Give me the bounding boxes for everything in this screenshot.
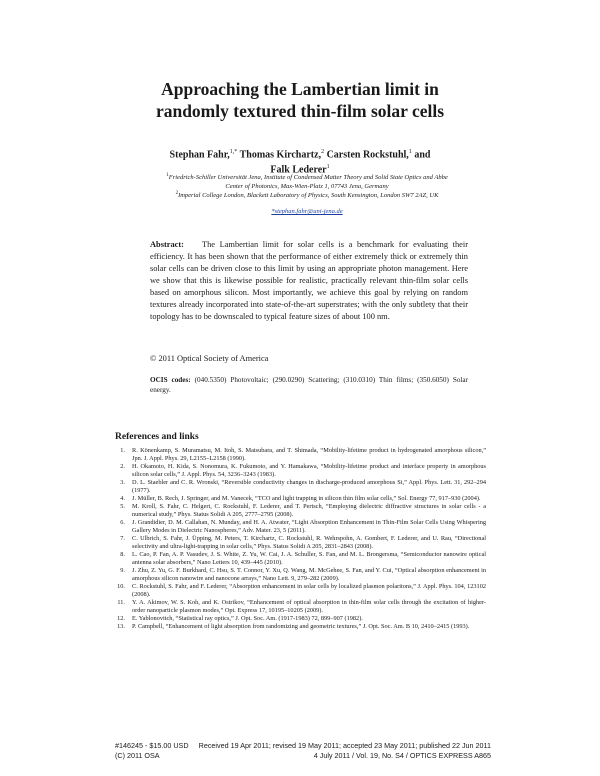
- affiliation-2: [162, 189, 452, 200]
- reference-number: 13.: [117, 623, 125, 630]
- footer-line-1: [115, 741, 491, 750]
- reference-number: 9.: [120, 567, 125, 574]
- reference-item: [116, 495, 486, 503]
- affiliation-mark: 2: [175, 191, 179, 196]
- reference-item: [116, 551, 486, 567]
- reference-number: 6.: [120, 519, 125, 526]
- ocis-codes: [150, 375, 468, 395]
- reference-number: 10.: [117, 583, 125, 590]
- abstract: [150, 239, 468, 323]
- reference-number: 3.: [120, 479, 125, 486]
- ocis-text: (040.5350) Photovoltaic; (290.0290) Scattering; (310.0310) Thin films; (350.6050) Solar energy.: [150, 376, 468, 394]
- reference-text: J. Zhu, Z. Yu, G. F. Burkhard, C. Hsu, S. T. Connor, Y. Xu, Q. Wang, M. McGehee, S. Fan, and Y. Cui, “Optical absorption enhancement in amorphous silicon nanowire and nanocone arrays,” Nano Lett. 9, 279–282 (2009).: [132, 567, 486, 582]
- footer-citation: 4 July 2011 / Vol. 19, No. S4 / OPTICS EXPRESS A865: [313, 751, 491, 760]
- reference-number: 1.: [120, 447, 125, 454]
- reference-text: R. Könenkamp, S. Muramatsu, M. Itoh, S. Matsubara, and T. Shimada, “Mobility-lifetime product in hydrogenated amorphous silicon,” Jpn. J. Appl. Phys. 29, L2155–L2158 (1990).: [132, 447, 486, 462]
- author-affiliation-mark: 1,*: [229, 149, 238, 155]
- footer-copyright: (C) 2011 OSA: [115, 751, 160, 760]
- reference-list: [116, 447, 486, 631]
- paper-title-line-1: Approaching the Lambertian limit in: [161, 79, 439, 99]
- reference-item: [116, 535, 486, 551]
- abstract-text: The Lambertian limit for solar cells is a benchmark for evaluating their efficiency. It has been shown that the performance of either extremely thick or extremely thin solar cells can be driven close to this limit by using an appropriate photon management. Here we show that this is likewise possible for realistic, practically relevant thin-film solar cells based on amorphous silicon. Most importantly, we achieve this goal by relying on random textures already incorporated into state-of-the-art superstrates; with the only subtlety that their topology has to be downscaled to typical feature sizes of about 100 nm.: [150, 240, 468, 321]
- footer-line-2: [115, 751, 491, 760]
- reference-text: C. Ulbrich, S. Fahr, J. Üpping, M. Peters, T. Kirchartz, C. Rockstuhl, R. Wehrspohn, A. Gombert, F. Lederer, and U. Rau, “Directional selectivity and ultra-light-trapping in solar cells,” Phys. Status Solidi A 205, 2831–2843 (2008).: [132, 535, 486, 550]
- reference-item: [116, 479, 486, 495]
- footer-article-price: #146245 - $15.00 USD: [115, 741, 189, 750]
- reference-text: H. Okamoto, H. Kida, S. Nonomura, K. Fukumoto, and Y. Hamakawa, “Mobility-lifetime product and interface property in amorphous silicon solar cells,” J. Appl. Phys. 54, 3236–3243 (1983).: [132, 463, 486, 478]
- corresponding-email-link[interactable]: *stephan.fahr@uni-jena.de: [271, 208, 343, 215]
- paper-title-line-2: randomly textured thin-film solar cells: [155, 101, 445, 121]
- reference-number: 12.: [117, 615, 125, 622]
- reference-item: [116, 519, 486, 535]
- author-affiliation-mark: 2: [321, 149, 325, 155]
- reference-number: 5.: [120, 503, 125, 510]
- reference-number: 7.: [120, 535, 125, 542]
- abstract-label: Abstract:: [150, 240, 184, 249]
- copyright-notice: © 2011 Optical Society of America: [150, 354, 269, 363]
- reference-text: L. Cao, P. Fan, A. P. Vasudev, J. S. White, Z. Yu, W. Cai, J. A. Schuller, S. Fan, and M. L. Brongersma, “Semiconductor nanowire optical antenna solar absorbers,” Nano Letters 10, 439–445 (2010).: [132, 551, 486, 566]
- reference-number: 2.: [120, 463, 125, 470]
- author-name: Carsten Rockstuhl,: [326, 149, 409, 161]
- reference-item: [116, 447, 486, 463]
- reference-item: [116, 615, 486, 623]
- reference-number: 11.: [117, 599, 125, 606]
- reference-number: 8.: [120, 551, 125, 558]
- reference-item: [116, 623, 486, 631]
- reference-item: [116, 567, 486, 583]
- author-name: Falk Lederer: [270, 164, 327, 176]
- footer-dates: Received 19 Apr 2011; revised 19 May 2011; accepted 23 May 2011; published 22 Jun 2011: [198, 741, 491, 750]
- affiliation-text: Imperial College London, Blackett Laboratory of Physics, South Kensington, London SW7 2AZ, UK: [178, 192, 439, 200]
- ocis-label: OCIS codes:: [150, 376, 191, 384]
- reference-item: [116, 503, 486, 519]
- reference-text: E. Yablonovitch, “Statistical ray optics,” J. Opt. Soc. Am. (1917-1983) 72, 899–907 (1982).: [132, 615, 363, 622]
- references-heading: References and links: [115, 432, 199, 442]
- author-conjunction: and: [414, 149, 431, 161]
- paper-title: [100, 78, 500, 122]
- author-affiliation-mark: 1: [326, 164, 330, 171]
- affiliation-text: Friedrich-Schiller Universität Jena, Institute of Condensed Matter Theory and Solid State Optics and Abbe Center of Photonics, Max-Wien-Platz 1, 07743 Jena, Germany: [168, 174, 448, 191]
- reference-text: Y. A. Akimov, W. S. Koh, and K. Ostrikov, “Enhancement of optical absorption in thin-film solar cells through the excitation of higher-order nanoparticle plasmon modes,” Opt. Express 17, 10195–10205 (2009).: [132, 599, 486, 614]
- affiliation-mark: 1: [166, 173, 169, 178]
- reference-item: [116, 599, 486, 615]
- reference-text: J. Müller, B. Rech, J. Springer, and M. Vanecek, “TCO and light trapping in silicon thin film solar cells,” Sol. Energy 77, 917–930 (2004).: [132, 495, 481, 502]
- author-affiliation-mark: 1: [408, 149, 412, 155]
- author-name: Stephan Fahr,: [169, 149, 230, 161]
- author-name: Thomas Kirchartz,: [239, 149, 322, 161]
- reference-text: J. Grandidier, D. M. Callahan, N. Munday, and H. A. Atwater, “Light Absorption Enhancement in Thin-Film Solar Cells Using Whispering Gallery Modes in Dielectric Nanospheres,” Adv. Mater. 23, 5 (2011).: [132, 519, 486, 534]
- reference-number: 4.: [120, 495, 125, 502]
- reference-text: P. Campbell, “Enhancement of light absorption from randomizing and geometric textures,” J. Opt. Soc. Am. B 10, 2410–2415 (1993).: [132, 623, 470, 630]
- reference-text: D. L. Staebler and C. R. Wronski, “Reversible conductivity changes in discharge-produced amorphous Si,” Appl. Phys. Lett. 31, 292–294 (1977).: [132, 479, 486, 494]
- reference-text: C. Rockstuhl, S. Fahr, and F. Lederer, “Absorption enhancement in solar cells by localized plasmon polaritons,” J. Appl. Phys. 104, 123102 (2008).: [132, 583, 486, 598]
- reference-text: M. Kroll, S. Fahr, C. Helgert, C. Rockstuhl, F. Lederer, and T. Pertsch, “Employing dielectric diffractive structures in solar cells - a numerical study,” Phys. Status Solidi A 205, 2777–2795 (2008).: [132, 503, 486, 518]
- reference-item: [116, 583, 486, 599]
- reference-item: [116, 463, 486, 479]
